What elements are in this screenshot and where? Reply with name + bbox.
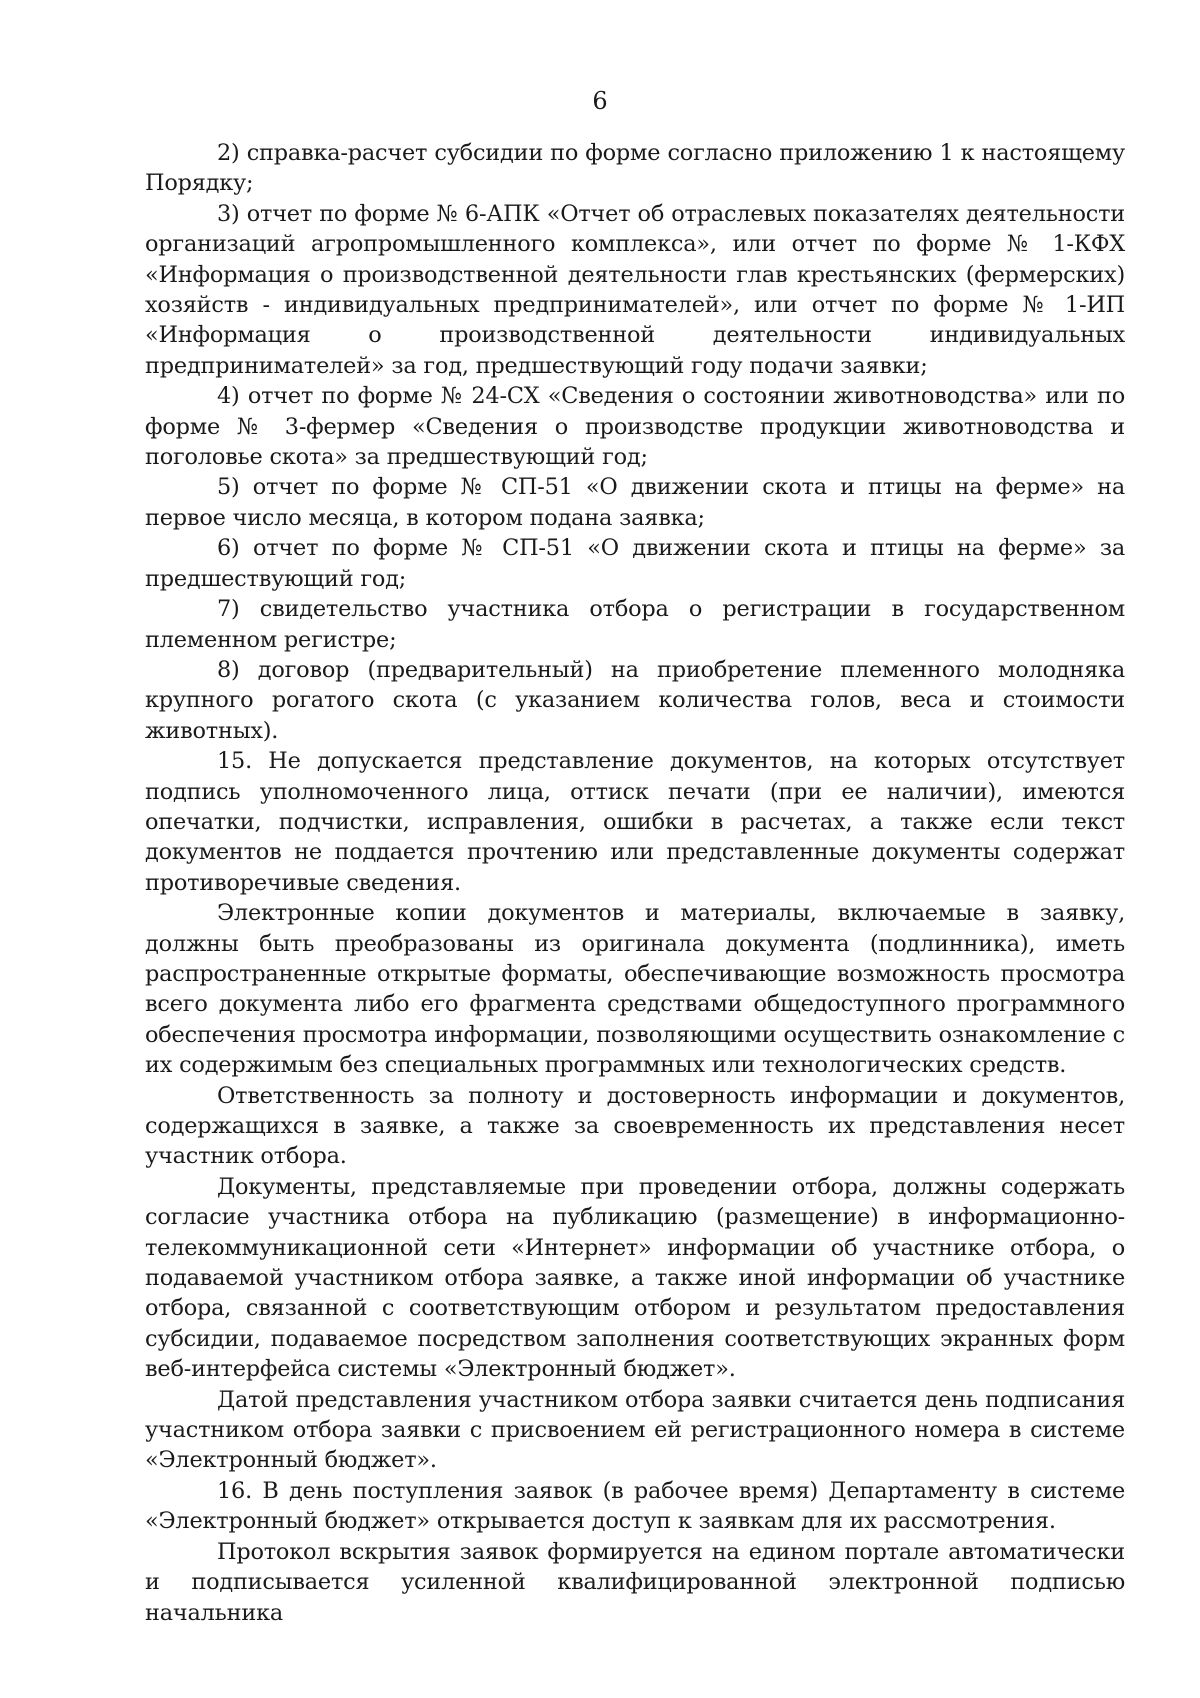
paragraph-item-8: 8) договор (предварительный) на приобретение племенного молодняка крупного рогатого скота (с указанием количества голов, веса и стоимости животных). <box>145 656 1125 744</box>
paragraph-item-3: 3) отчет по форме № 6-АПК «Отчет об отраслевых показателях деятельности организаций агропромышленного комплекса», или отчет по форме № 1-КФХ «Информация о производственной деятельности глав крестьянских (фермерских) хозяйств - индивидуальных предпринимателей», или отчет по форме № 1-ИП «Информация о производственной деятельности индивидуальных предпринимателей» за год, предшествующий году подачи заявки; <box>145 200 1125 379</box>
paragraph-item-2: 2) справка-расчет субсидии по форме согласно приложению 1 к настоящему Порядку; <box>145 140 1125 197</box>
paragraph-clause-16: 16. В день поступления заявок (в рабочее время) Департаменту в системе «Электронный бюджет» открывается доступ к заявкам для их рассмотрения. <box>145 1477 1125 1535</box>
paragraph-responsibility: Ответственность за полноту и достоверность информации и документов, содержащихся в заявке, а также за своевременность их представления несет участник отбора. <box>145 1082 1125 1170</box>
paragraph-publication-consent: Документы, представляемые при проведении отбора, должны содержать согласие участника отбора на публикацию (размещение) в информационно-телекоммуникационной сети «Интернет» информации об участнике отбора, о подаваемой участником отбора заявке, а также иной информации об участнике отбора, связанной с соответствующим отбором и результатом предоставления субсидии, подаваемое посредством заполнения соответствующих экранных форм веб-интерфейса системы «Электронный бюджет». <box>145 1173 1125 1383</box>
page-number: 6 <box>592 87 608 115</box>
paragraph-item-7: 7) свидетельство участника отбора о регистрации в государственном племенном регистре; <box>145 596 1125 653</box>
paragraph-clause-15: 15. Не допускается представление документов, на которых отсутствует подпись уполномоченного лица, оттиск печати (при ее наличии), имеются опечатки, подчистки, исправления, ошибки в расчетах, а также если текст документов не поддается прочтению или представленные документы содержат противоречивые сведения. <box>145 748 1125 896</box>
paragraph-item-6: 6) отчет по форме № СП-51 «О движении скота и птицы на ферме» за предшествующий год; <box>145 535 1125 592</box>
paragraph-item-4: 4) отчет по форме № 24-СХ «Сведения о состоянии животноводства» или по форме № 3-фермер «Сведения о производстве продукции животноводства и поголовье скота» за предшествующий год; <box>145 383 1125 471</box>
document-body <box>145 138 1125 1628</box>
paragraph-opening-protocol: Протокол вскрытия заявок формируется на едином портале автоматически и подписывается усиленной квалифицированной электронной подписью начальника <box>145 1538 1125 1626</box>
paragraph-submission-date: Датой представления участником отбора заявки считается день подписания участником отбора заявки с присвоением ей регистрационного номера в системе «Электронный бюджет». <box>145 1386 1125 1474</box>
paragraph-item-5: 5) отчет по форме № СП-51 «О движении скота и птицы на ферме» на первое число месяца, в котором подана заявка; <box>145 474 1125 531</box>
paragraph-electronic-copies: Электронные копии документов и материалы, включаемые в заявку, должны быть преобразованы из оригинала документа (подлинника), иметь распространенные открытые форматы, обеспечивающие возможность просмотра всего документа либо его фрагмента средствами общедоступного программного обеспечения просмотра информации, позволяющими осуществить ознакомление с их содержимым без специальных программных или технологических средств. <box>145 900 1125 1079</box>
